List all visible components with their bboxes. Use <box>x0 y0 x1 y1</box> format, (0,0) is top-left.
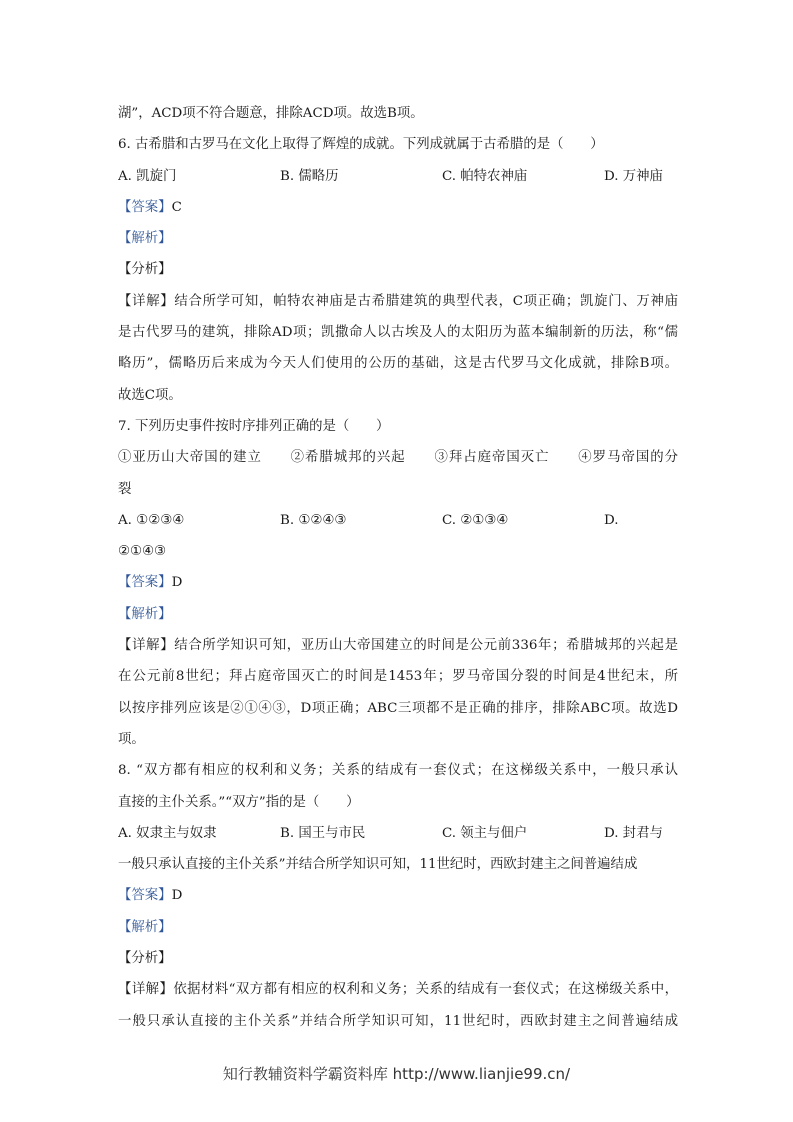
analysis-tag: 【解析】 <box>118 606 172 622</box>
option-a: A. 凯旋门 <box>118 168 177 184</box>
question-7-options <box>118 505 678 536</box>
text-line: 湖”，ACD项不符合题意，排除ACD项。故选B项。 <box>118 106 424 121</box>
detail-text: 结合所学可知，帕特农神庙是古希腊建筑的典型代表，C项正确；凯旋门、万神庙 <box>174 293 678 309</box>
option-c: C. ②①③④ <box>442 512 509 528</box>
detail-line: 项。 <box>118 731 145 747</box>
analysis-tag: 【解析】 <box>118 231 172 247</box>
detail-tag: 【详解】 <box>118 638 175 654</box>
detail-line <box>118 630 678 661</box>
option-d-cont: ②①④③ <box>118 544 167 560</box>
answer-line <box>118 880 678 911</box>
detail-text: 结合所学知识可知，亚历山大帝国建立的时间是公元前336年；希腊城邦的兴起是 <box>174 638 678 654</box>
question-8-stem: 8. “双方都有相应的权利和义务；关系的结成有一套仪式；在这梯级关系中，一般只承认 <box>118 763 678 779</box>
question-7-items: ①亚历山大帝国的建立 ②希腊城邦的兴起 ③拜占庭帝国灭亡 ④罗马帝国的分 <box>118 450 678 466</box>
fenxi-tag: 【分析】 <box>118 262 172 278</box>
detail-tag: 【详解】 <box>118 982 174 998</box>
question-6-stem: 6. 古希腊和古罗马在文化上取得了辉煌的成就。下列成就属于古希腊的是（ ） <box>118 137 604 153</box>
footer-watermark: 知行教辅资料学霸资料库 http://www.lianjie99.cn/ <box>222 1065 571 1083</box>
question-7-stem: 7. 下列历史事件按时序排列正确的是（ ） <box>118 418 390 434</box>
question-7-items-cont: 裂 <box>118 481 132 497</box>
fenxi-tag: 【分析】 <box>118 951 172 967</box>
answer-line <box>118 567 678 598</box>
detail-line <box>118 974 678 1005</box>
detail-line: 一般只承认直接的主仆关系”并结合所学知识可知，11世纪时，西欧封建主之间普遍结成 <box>118 1013 678 1029</box>
question-6-options <box>118 161 678 192</box>
detail-text: 依据材料“双方都有相应的权利和义务；关系的结成有一套仪式；在这梯级关系中， <box>173 982 678 998</box>
answer-tag: 【答案】 <box>118 575 172 591</box>
option-c: C. 领主与佃户 <box>442 825 528 841</box>
answer-tag: 【答案】 <box>118 888 172 904</box>
answer-tag: 【答案】 <box>118 199 172 215</box>
detail-line: 是古代罗马的建筑，排除AD项；凯撒命人以古埃及人的太阳历为蓝本编制新的历法，称“儒 <box>118 325 678 341</box>
answer-value: D <box>171 575 183 591</box>
option-c: C. 帕特农神庙 <box>442 168 528 184</box>
question-8-stem-cont: 直接的主仆关系。”“双方”指的是（ ） <box>118 794 360 810</box>
document-body <box>118 98 678 1037</box>
option-b: B. 儒略历 <box>280 168 339 184</box>
option-b: B. ①②④③ <box>280 512 347 528</box>
detail-line: 以按序排列应该是②①④③，D项正确；ABC三项都不是正确的排序，排除ABC项。故选D <box>118 700 678 716</box>
answer-line <box>118 192 678 223</box>
option-d: D. 封君与 <box>604 825 663 841</box>
option-b: B. 国王与市民 <box>280 825 366 841</box>
option-d-cont: 一般只承认直接的主仆关系”并结合所学知识可知，11世纪时，西欧封建主之间普遍结成 <box>118 857 638 873</box>
detail-line: 故选C项。 <box>118 387 182 403</box>
answer-value: D <box>171 888 183 904</box>
answer-value: C <box>171 199 182 215</box>
detail-line <box>118 286 678 317</box>
option-d: D. <box>604 512 619 528</box>
detail-line: 略历”，儒略历后来成为今天人们使用的公历的基础，这是古代罗马文化成就，排除B项。 <box>118 356 678 372</box>
analysis-tag: 【解析】 <box>118 919 172 935</box>
detail-line: 在公元前8世纪；拜占庭帝国灭亡的时间是1453年；罗马帝国分裂的时间是4世纪末，所 <box>118 669 678 685</box>
option-a: A. ①②③④ <box>118 512 185 528</box>
option-d: D. 万神庙 <box>604 168 663 184</box>
question-8-options <box>118 818 678 849</box>
option-a: A. 奴隶主与奴隶 <box>118 825 217 841</box>
detail-tag: 【详解】 <box>118 293 175 309</box>
